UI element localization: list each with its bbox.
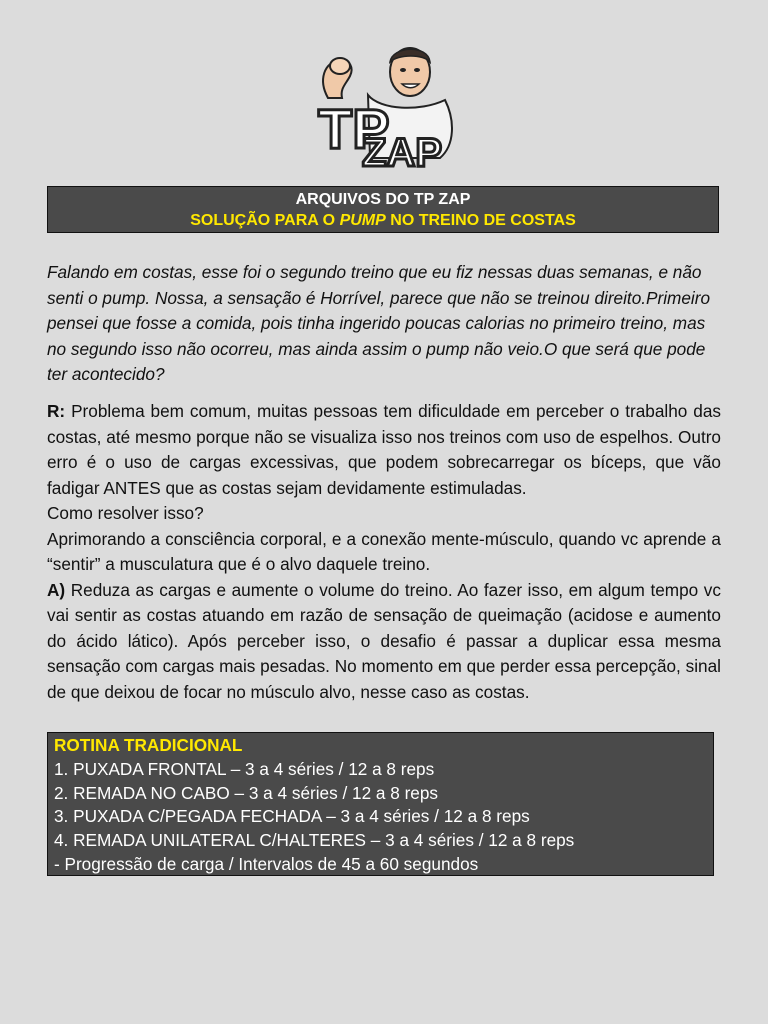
routine-item: 4. REMADA UNILATERAL C/HALTERES – 3 a 4 séries / 12 a 8 reps: [54, 830, 575, 851]
routine-box: [47, 732, 714, 876]
how-to-solve-line: Como resolver isso?: [47, 503, 204, 523]
routine-item: 2. REMADA NO CABO – 3 a 4 séries / 12 a 8 reps: [54, 782, 439, 803]
step-a-text: Reduza as cargas e aumente o volume do treino. Ao fazer isso, em algum tempo vc vai sentir as costas atuando em razão de sensação de queimação (acidose e aumento do ácido lático). Após perceber isso, o desafio é passar a duplicar essa mesma sensação com cargas mais pesadas. No momento em que perder essa percepção, sinal de que deixou de focar no músculo alvo, nesse caso as costas.: [47, 579, 721, 702]
routine-item: 3. PUXADA C/PEGADA FECHADA – 3 a 4 séries / 12 a 8 reps: [54, 806, 530, 827]
step-a-paragraph: [47, 578, 721, 706]
answer-section: [47, 399, 721, 705]
title-box: [47, 186, 719, 233]
title-line-2: [48, 210, 718, 232]
title-line-1: ARQUIVOS DO TP ZAP: [295, 191, 471, 208]
logo-text-tp: TP: [318, 97, 390, 160]
routine-title: ROTINA TRADICIONAL: [54, 735, 243, 755]
title-line-2-emphasis: PUMP: [339, 212, 386, 229]
answer-text: Problema bem comum, muitas pessoas tem dificuldade em perceber o trabalho das costas, até mesmo porque não se visualiza isso nos treinos com uso de espelhos. Outro erro é o uso de cargas excessivas, que podem sobrecarregar os bíceps, que vão fadigar ANTES que as costas sejam devidamente estimuladas.: [47, 401, 721, 498]
routine-item: 1. PUXADA FRONTAL – 3 a 4 séries / 12 a 8 reps: [54, 758, 435, 779]
logo-text-zap: ZAP: [362, 131, 442, 170]
title-line-2-post: NO TREINO DE COSTAS: [385, 212, 576, 229]
answer-paragraph: [47, 399, 721, 501]
step-a-label: A): [47, 579, 66, 600]
routine-note: - Progressão de carga / Intervalos de 45 a 60 segundos: [54, 853, 479, 874]
title-line-2-pre: SOLUÇÃO PARA O: [190, 212, 340, 229]
improve-paragraph: Aprimorando a consciência corporal, e a conexão mente-músculo, quando vc aprende a “sentir” a musculatura que é o alvo daquele treino.: [47, 528, 721, 574]
question-paragraph: Falando em costas, esse foi o segundo treino que eu fiz nessas duas semanas, e não senti o pump. Nossa, a sensação é Horrível, parece que não se treinou direito.Primeiro pensei que fosse a comida, pois tinha ingerido poucas calorias no primeiro treino, mas no segundo isso não ocorreu, mas ainda assim o pump não veio.O que será que pode ter acontecido?: [47, 262, 711, 384]
answer-label: R:: [47, 401, 66, 421]
tp-zap-logo: [310, 40, 460, 170]
